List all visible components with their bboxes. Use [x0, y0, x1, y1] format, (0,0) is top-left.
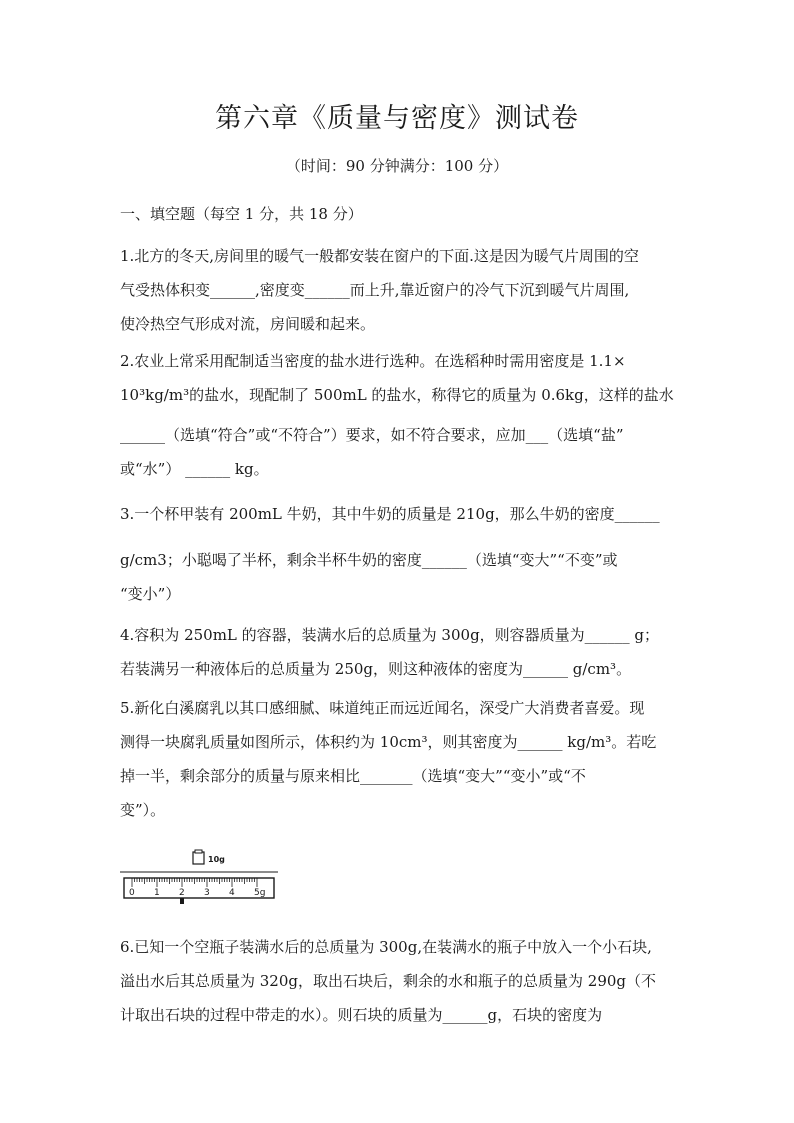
question-2 — [120, 344, 680, 486]
question-line: 3.一个杯甲装有 200mL 牛奶，其中牛奶的质量是 210g，那么牛奶的密度______ — [120, 505, 660, 523]
question-line: “变小”） — [120, 585, 181, 603]
question-line: 10³kg/m³的盐水，现配制了 500mL 的盐水，称得它的质量为 0.6kg，这样的盐水 — [120, 386, 674, 404]
question-line: 气受热体积变______,密度变______而上升,靠近窗户的冷气下沉到暖气片周围, — [120, 281, 630, 299]
page-title: 第六章《质量与密度》测试卷 — [215, 103, 579, 134]
scale-beam — [124, 878, 274, 898]
rider-marker — [180, 898, 184, 904]
question-line: 1.北方的冬天,房间里的暖气一般都安装在窗户的下面.这是因为暖气片周围的空 — [120, 247, 639, 265]
question-5 — [120, 691, 680, 827]
scale-svg — [120, 848, 280, 908]
section-heading: 一、填空题（每空 1 分，共 18 分） — [120, 205, 363, 223]
time-score-info: （时间：90 分钟满分：100 分） — [285, 157, 509, 175]
question-line: 使冷热空气形成对流，房间暖和起来。 — [120, 315, 376, 333]
question-1 — [120, 239, 680, 341]
question-line: 溢出水后其总质量为 320g，取出石块后，剩余的水和瓶子的总质量为 290g（不 — [120, 972, 657, 990]
weight-handle — [195, 850, 202, 853]
question-line: 测得一块腐乳质量如图所示，体积约为 10cm³，则其密度为______ kg/m³。若吃 — [120, 733, 657, 751]
question-line: 计取出石块的过程中带走的水）。则石块的质量为______g，石块的密度为 — [120, 1006, 603, 1024]
question-line: ______（选填“符合”或“不符合”）要求，如不符合要求，应加___（选填“盐” — [120, 426, 624, 444]
weight-icon — [193, 852, 204, 864]
question-3 — [120, 497, 680, 611]
scale-tick-label: 5g — [254, 888, 266, 898]
scale-tick-label: 0 — [129, 888, 135, 898]
question-line: 6.已知一个空瓶子装满水后的总质量为 300g,在装满水的瓶子中放入一个小石块, — [120, 938, 652, 956]
question-line: 掉一半，剩余部分的质量与原来相比_______（选填“变大”“变小”或“不 — [120, 767, 586, 785]
question-4 — [120, 618, 680, 686]
question-line: 若装满另一种液体后的总质量为 250g，则这种液体的密度为______ g/cm³。 — [120, 660, 632, 678]
question-line: 2.农业上常采用配制适当密度的盐水进行选种。在选稻种时需用密度是 1.1× — [120, 352, 626, 370]
question-line: 5.新化白溪腐乳以其口感细腻、味道纯正而远近闻名，深受广大消费者喜爱。现 — [120, 699, 645, 717]
question-line: 4.容积为 250mL 的容器，装满水后的总质量为 300g，则容器质量为______ g； — [120, 626, 660, 644]
question-line: g/cm3；小聪喝了半杯，剩余半杯牛奶的密度______（选填“变大”“不变”或 — [120, 551, 618, 569]
scale-tick-label: 1 — [154, 888, 160, 898]
scale-tick-label: 4 — [229, 888, 235, 898]
question-line: 变”）。 — [120, 801, 166, 819]
balance-scale-figure — [120, 848, 280, 908]
question-6 — [120, 930, 680, 1032]
scale-tick-label: 3 — [204, 888, 210, 898]
scale-tick-label: 2 — [179, 888, 185, 898]
weight-label: 10g — [208, 855, 225, 864]
question-line: 或“水”） ______ kg。 — [120, 460, 269, 478]
